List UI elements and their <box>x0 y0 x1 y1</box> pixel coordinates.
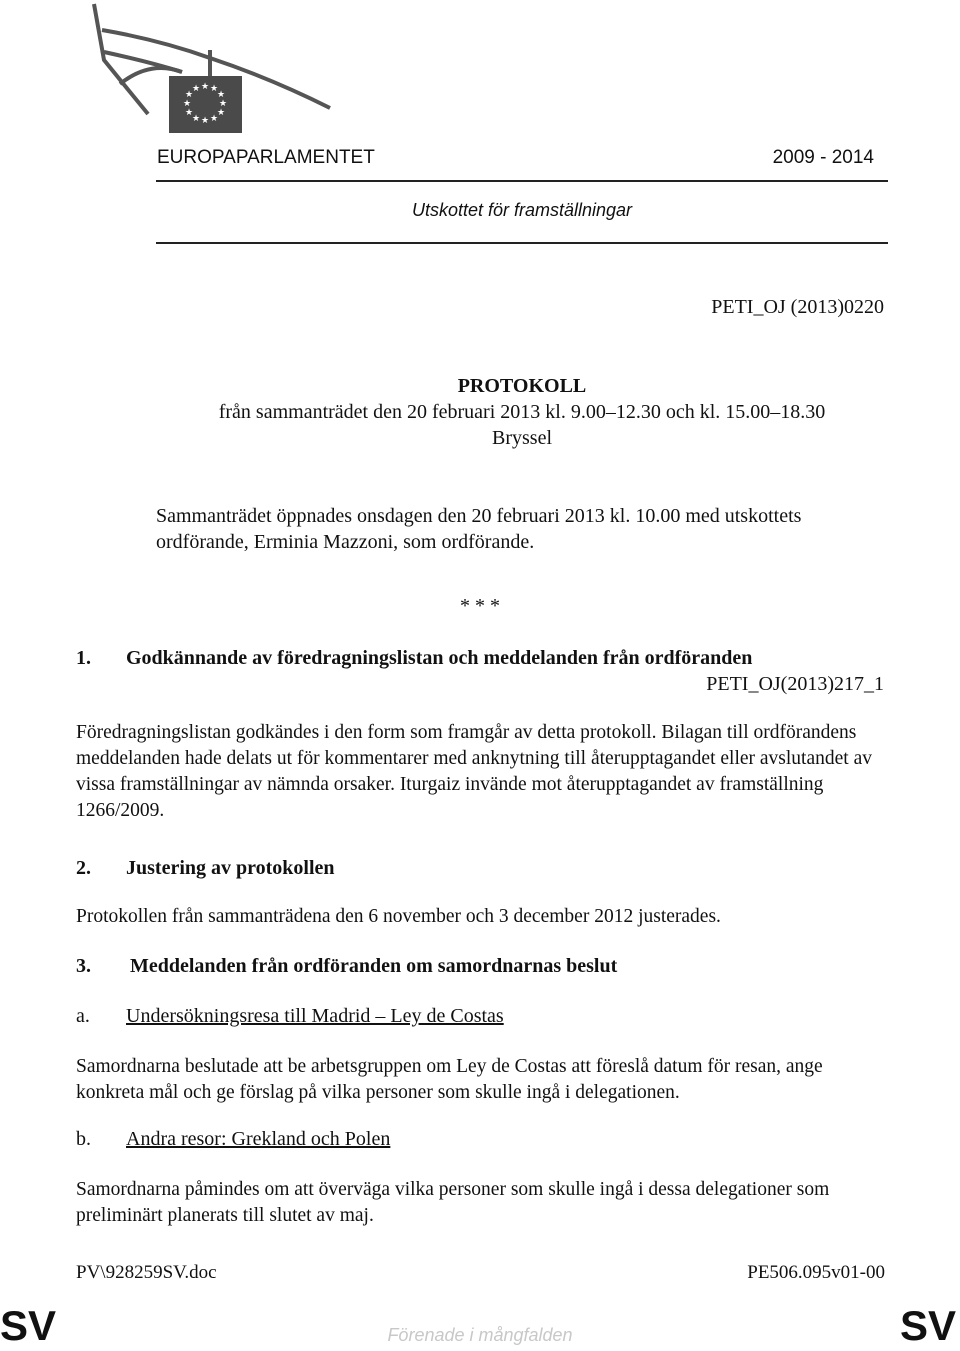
subitem-b-title: Andra resor: Grekland och Polen <box>126 1128 391 1150</box>
item-2-number: 2. <box>76 857 91 879</box>
subitem-a-letter: a. <box>76 1005 90 1027</box>
subitem-b-text: Samordnarna påmindes om att överväga vilka personer som skulle ingå i dessa delegationer som preliminärt planerats till slutet av maj. <box>76 1179 830 1226</box>
item-1-title: Godkännande av föredragningslistan och meddelanden från ordföranden <box>126 647 753 669</box>
item-1-reference: PETI_OJ(2013)217_1 <box>706 673 884 695</box>
svg-text:★: ★ <box>191 84 201 94</box>
european-parliament-logo <box>80 0 340 140</box>
parliamentary-term: 2009 - 2014 <box>772 147 874 168</box>
meeting-date-line: från sammanträdet den 20 februari 2013 kl. 9.00–12.30 och kl. 15.00–18.30 <box>218 401 826 423</box>
svg-text:★: ★ <box>216 108 226 118</box>
svg-text:★: ★ <box>209 84 219 94</box>
item-1-number: 1. <box>76 647 91 669</box>
language-code-left: SV <box>0 1302 57 1349</box>
svg-text:★: ★ <box>200 116 210 126</box>
item-3-title: Meddelanden från ordföranden om samordnarnas beslut <box>130 955 618 977</box>
footer-document-file: PV\928259SV.doc <box>76 1262 217 1283</box>
committee-divider <box>156 242 888 244</box>
subitem-b-letter: b. <box>76 1128 91 1150</box>
svg-text:★: ★ <box>184 90 194 100</box>
svg-text:★: ★ <box>209 114 219 124</box>
footer-pe-reference: PE506.095v01-00 <box>747 1262 885 1283</box>
svg-text:★: ★ <box>191 114 201 124</box>
section-separator: * * * <box>460 595 500 617</box>
svg-text:★: ★ <box>182 99 192 109</box>
language-code-right: SV <box>900 1302 957 1349</box>
item-1-text: Föredragningslistan godkändes i den form som framgår av detta protokoll. Bilagan till ordförandens meddelanden hade delats ut för kommentarer med anknytning till återupptagandet eller avslutandet av vissa framställningar av nämnda orsaker. Iturgaiz invände mot återupptagandet av framställning 1266/2009. <box>76 722 872 821</box>
item-2-title: Justering av protokollen <box>126 857 335 879</box>
committee-name: Utskottet för framställningar <box>411 200 633 220</box>
svg-text:★: ★ <box>216 90 226 100</box>
svg-text:★: ★ <box>184 108 194 118</box>
document-title: PROTOKOLL <box>457 375 587 397</box>
opening-paragraph: Sammanträdet öppnades onsdagen den 20 februari 2013 kl. 10.00 med utskottets ordförande, Erminia Mazzoni, som ordförande. <box>156 505 802 553</box>
eu-motto: Förenade i mångfalden <box>387 1325 573 1345</box>
item-3-number: 3. <box>76 955 91 977</box>
subitem-a-title: Undersökningsresa till Madrid – Ley de Costas <box>126 1005 504 1027</box>
meeting-city: Bryssel <box>492 427 552 449</box>
institution-name: EUROPAPARLAMENTET <box>157 147 375 168</box>
header-divider <box>156 180 888 182</box>
svg-text:★: ★ <box>218 99 228 109</box>
svg-text:★: ★ <box>200 82 210 92</box>
item-2-text: Protokollen från sammanträdena den 6 november och 3 december 2012 justerades. <box>76 906 721 927</box>
document-reference: PETI_OJ (2013)0220 <box>711 296 884 318</box>
subitem-a-text: Samordnarna beslutade att be arbetsgruppen om Ley de Costas att föreslå datum för resan, ange konkreta mål och ge förslag på vilka personer som skulle ingå i delegationen. <box>76 1056 823 1103</box>
